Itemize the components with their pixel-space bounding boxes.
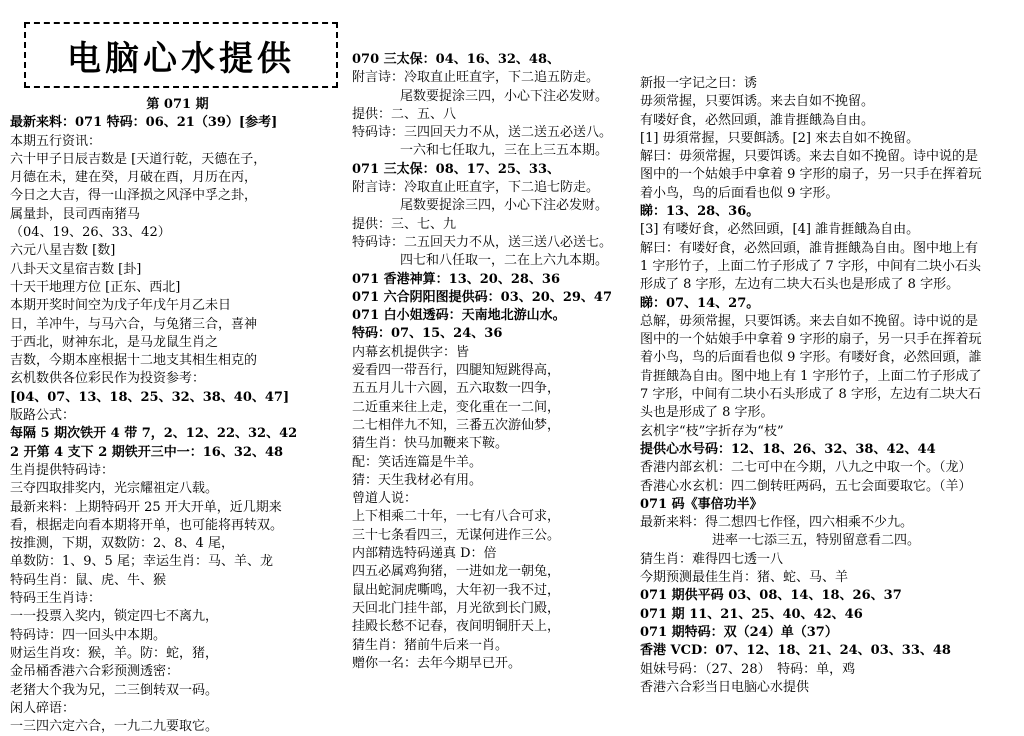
- text-line: 一三四六定六合，一九二九要取它。: [10, 719, 219, 735]
- text-line: 香港六合彩当日电脑心水提供: [640, 679, 810, 695]
- text-line: 071 三太保：08、17、25、33、: [352, 161, 561, 177]
- text-line: 十天干地理方位 [正东、西北]: [10, 279, 181, 295]
- text-line: 闲人碎语：: [10, 700, 76, 716]
- text-line: 特码诗：二五回天力不从，送三送八必送七。: [352, 234, 613, 250]
- text-line: 曾道人说：: [352, 491, 418, 507]
- text-line: 看，根据走向看本期将开单，也可能将再转双。: [10, 517, 284, 533]
- text-line: 070 三太保：04、16、32、48、: [352, 52, 561, 67]
- text-line: 头也是形成了 8 字形。: [640, 405, 774, 421]
- text-line: 7 字形，中间有二块小石头形成了 8 字形，左边有二块大石: [640, 387, 981, 403]
- text-line: 071 期 11、21、25、40、42、46: [640, 606, 863, 622]
- text-line: [1] 毋須常握，只要餌誘。[2] 來去自如不挽留。: [640, 130, 920, 146]
- text-line: 特码生肖：鼠、虎、牛、猴: [10, 572, 167, 588]
- column-middle: [352, 51, 642, 673]
- text-line: 配：笑话连篇是牛羊。: [352, 454, 483, 470]
- text-line: 猜生肖：难得四七透一八: [640, 551, 784, 567]
- text-line: 二七相伴九不知，三番五次游仙梦，: [352, 417, 561, 433]
- text-line: 一六和七任取九，三在上三五本期。: [400, 143, 609, 159]
- text-line: 进率一七添三五，特别留意看二四。: [712, 533, 921, 549]
- text-line: 提供：三、七、九: [352, 216, 457, 232]
- text-line: 着小鸟，鸟的后面看也似 9 字形。: [640, 185, 839, 201]
- text-line: 八卦天文星宿吉数 [卦]: [10, 261, 142, 277]
- text-line: 香港 VCD：07、12、18、21、24、03、33、48: [640, 643, 951, 659]
- text-line: 香港内部玄机：二七可中在今期，八九之中取一个。（龙）: [640, 460, 972, 476]
- text-line: 今日之大吉，得一山泽损之风泽中孚之卦，: [10, 188, 258, 204]
- text-line: 内幕玄机提供字：皆: [352, 344, 470, 360]
- text-line: 挂殿长愁不记春，夜间明铜肝天上，: [352, 619, 561, 635]
- text-line: 尾数要捉涂三四，小心下注必发财。: [400, 198, 609, 214]
- text-line: 内部精选特码递真 D：倍: [352, 546, 497, 562]
- text-line: 071 码《事倍功半》: [640, 496, 763, 512]
- text-line: （04、19、26、33、42）: [10, 225, 171, 241]
- text-line: 猜：天生我材必有用。: [352, 472, 483, 488]
- text-line: 提供心水号码：12、18、26、32、38、42、44: [640, 441, 936, 457]
- text-line: 老猪大个我为兄，二三倒转双一码。: [10, 682, 219, 698]
- text-line: 猜生肖：快马加鞭来下鞍。: [352, 436, 509, 452]
- text-line: 最新来料：上期特码开 25 开大开单，近几期来: [10, 499, 282, 515]
- text-line: 本期开奖时间空为戊子年戊午月乙未日: [10, 298, 232, 314]
- column-left: [10, 96, 345, 736]
- text-line: [3] 有喽好食，必然回頭，[4] 誰肯捱餓為自由。: [640, 222, 920, 238]
- text-line: 1 字形竹子，上面二竹子形成了 7 字形，中间有二块小石头: [640, 258, 981, 274]
- text-line: 四五必属鸡狗猪，一进如龙一朝兔，: [352, 564, 561, 580]
- text-line: 071 期特码：双（24）单（37）: [640, 624, 838, 640]
- text-line: 一一投票入奖内，锁定四七不离九，: [10, 609, 219, 625]
- text-line: 提供：二、五、八: [352, 106, 457, 122]
- text-line: 最新来料：071 特码：06、21（39）[参考]: [10, 115, 278, 131]
- text-line: 毋须常握，只要饵诱。来去自如不挽留。: [640, 94, 875, 110]
- text-line: 四七和八任取一，二在上六九本期。: [400, 253, 609, 269]
- page-title: 电脑心水提供: [67, 38, 295, 79]
- text-line: 鼠出蛇洞虎嘶鸣，大年初一我不过，: [352, 582, 561, 598]
- text-line: 特码诗：四一回头中本期。: [10, 627, 167, 643]
- text-line: 睇：13、28、36。: [640, 204, 760, 220]
- text-line: 本期五行资讯：: [10, 133, 102, 149]
- text-line: 有喽好食，必然回頭，誰肯捱餓為自由。: [640, 112, 875, 128]
- text-line: 赠你一名：去年今期早已开。: [352, 655, 522, 671]
- text-line: 六元八星吉数 [数]: [10, 243, 116, 259]
- text-line: 最新来料：得二想四七作怪，四六相乘不少九。: [640, 515, 914, 531]
- text-line: 天回北门挂牛部，月光欲到长门殿，: [352, 600, 561, 616]
- text-line: 六十甲子日辰吉数是 [天道行乾，天德在子，: [10, 151, 267, 167]
- text-line: 上下相乘二十年，一七有八合可求，: [352, 509, 561, 525]
- text-line: 爱看四一带吾行，四腿知短跳得高，: [352, 363, 561, 379]
- text-line: 三夺四取排奖内，光宗耀祖定八载。: [10, 481, 219, 497]
- text-line: 071 白小姐透码：天南地北游山水。: [352, 308, 566, 324]
- text-line: 特码：07、15、24、36: [352, 326, 503, 342]
- text-line: 月德在未，建在癸，月破在酉，月历在丙，: [10, 170, 258, 186]
- text-line: 属量卦，艮司西南猪马: [10, 206, 141, 222]
- text-line: 版路公式：: [10, 408, 76, 424]
- text-line: 每隔 5 期次铁开 4 带 7，2、12、22、32、42: [10, 426, 298, 442]
- text-line: 2 开第 4 支下 2 期铁开三中一：16、32、48: [10, 444, 284, 460]
- text-line: 图中的一个姑娘手中拿着 9 字形的扇子，另一只手在挥着玩: [640, 332, 982, 348]
- title-box: [24, 22, 338, 88]
- text-line: 睇：07、14、27。: [640, 295, 760, 311]
- text-line: 二近重来往上走，变化重在一二间，: [352, 399, 561, 415]
- text-line: 附言诗：冷取直止旺直字，下二追五防走。: [352, 70, 600, 86]
- text-line: 单数防：1、9、5 尾；幸运生肖：马、羊、龙: [10, 554, 273, 570]
- text-line: 071 六合阴阳图提供码：03、20、29、47: [352, 289, 613, 305]
- text-line: 生肖提供特码诗：: [10, 462, 115, 478]
- text-line: 解曰：毋须常握，只要饵诱。来去自如不挽留。诗中说的是: [640, 149, 979, 165]
- text-line: 图中的一个姑娘手中拿着 9 字形的扇子，另一只手在挥着玩: [640, 167, 982, 183]
- text-line: 特码王生肖诗：: [10, 591, 102, 607]
- text-line: 三十七条看四三，无谋何进作三公。: [352, 527, 561, 543]
- text-line: 姐妹号码：（27、28） 特码：单，鸡: [640, 661, 856, 677]
- text-line: 玄机数供各位彩民作为投资参考：: [10, 371, 206, 387]
- text-line: 财运生肖攻：猴，羊。防：蛇，猪，: [10, 645, 219, 661]
- text-line: 五五月儿十六圆，五六取数一四争，: [352, 381, 561, 397]
- text-line: 形成了 8 字形，左边有二块大石头也是形成了 8 字形。: [640, 277, 960, 293]
- text-line: 日，羊冲牛，与马六合，与兔猪三合，喜神: [10, 316, 258, 332]
- text-line: 071 期供平码 03、08、14、18、26、37: [640, 588, 902, 604]
- text-line: 总解，毋须常握，只要饵诱。来去自如不挽留。诗中说的是: [640, 313, 979, 329]
- text-line: 按推测，下期，双数防：2、8、4 尾，: [10, 536, 234, 552]
- text-line: 猜生肖：猪前牛后来一肖。: [352, 637, 509, 653]
- text-line: 第 071 期: [146, 97, 209, 112]
- text-line: 特码诗：三四回天力不从，送二送五必送八。: [352, 125, 613, 141]
- column-right: [640, 75, 1020, 697]
- text-line: 玄机字“枝”字折存为“枝”: [640, 423, 784, 439]
- text-line: [04、07、13、18、25、32、38、40、47]: [10, 389, 290, 405]
- text-line: 于西北，财神东北，是马龙鼠生肖之: [10, 334, 219, 350]
- text-line: 新报一字记之曰：诱: [640, 76, 758, 91]
- text-line: 今期预测最佳生肖：猪、蛇、马、羊: [640, 570, 849, 586]
- text-line: 附言诗：冷取直止旺直字，下二追七防走。: [352, 180, 600, 196]
- text-line: 吉数，今期本座根据十二地支其相生相克的: [10, 353, 258, 369]
- text-line: 金吊桶香港六合彩预测透密：: [10, 664, 180, 680]
- text-line: 香港心水玄机：四二倒转旺两码，五七会面要取它。（羊）: [640, 478, 972, 494]
- text-line: 071 香港神算：13、20、28、36: [352, 271, 561, 287]
- text-line: 尾数要捉涂三四，小心下注必发财。: [400, 88, 609, 104]
- text-line: 着小鸟，鸟的后面看也似 9 字形。有喽好食，必然回頭，誰: [640, 350, 982, 366]
- text-line: 肯捱餓為自由。图中地上有 1 字形竹子，上面二竹子形成了: [640, 368, 982, 384]
- text-line: 解曰：有喽好食，必然回頭，誰肯捱餓為自由。图中地上有: [640, 240, 979, 256]
